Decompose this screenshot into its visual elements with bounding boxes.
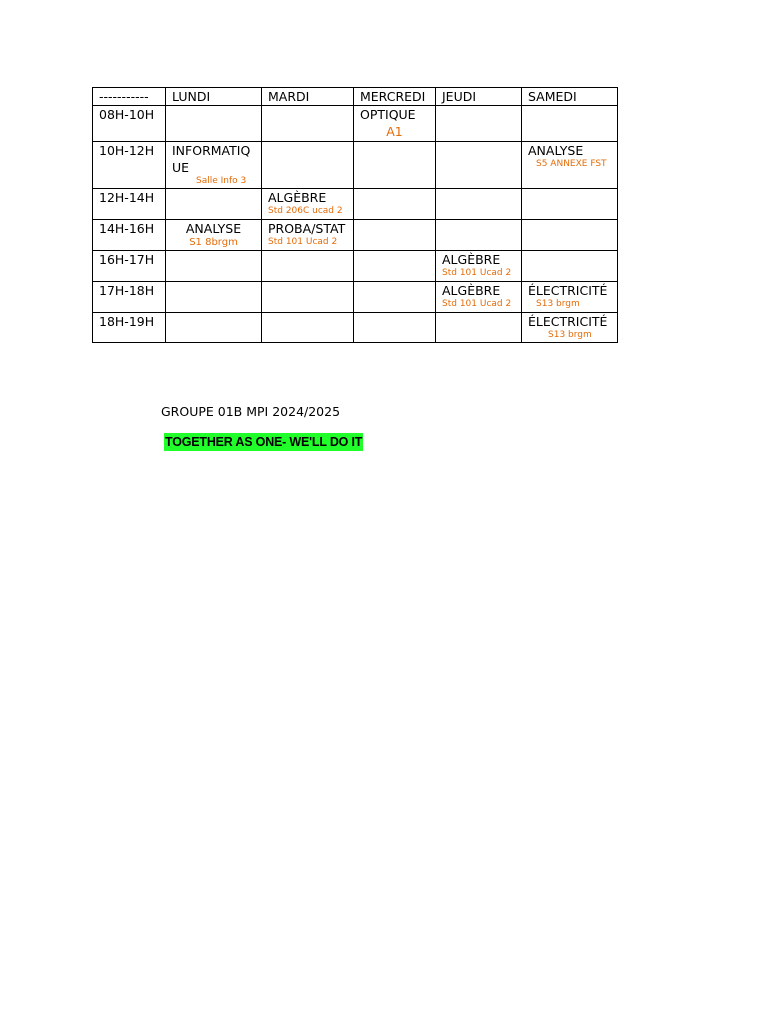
motto-highlight: TOGETHER AS ONE- WE'LL DO IT xyxy=(165,435,363,449)
cell-samedi xyxy=(522,189,618,220)
cell-jeudi xyxy=(436,313,522,343)
course-name: PROBA/STAT xyxy=(268,221,346,236)
cell-lundi xyxy=(166,313,262,343)
cell-mercredi xyxy=(354,313,436,343)
room-name: S13 brgm xyxy=(536,299,580,309)
cell-lundi xyxy=(166,106,262,142)
room-name: A1 xyxy=(386,124,403,139)
cell-mercredi xyxy=(354,251,436,282)
cell-mardi xyxy=(262,220,354,251)
cell-mardi xyxy=(262,313,354,343)
room-name: S1 8brgm xyxy=(189,237,238,248)
time-slot: 17H-18H xyxy=(93,282,166,313)
time-slot: 14H-16H xyxy=(93,220,166,251)
cell-mercredi xyxy=(354,282,436,313)
cell-jeudi xyxy=(436,282,522,313)
cell-lundi xyxy=(166,220,262,251)
course-name: INFORMATIQUE xyxy=(172,143,251,175)
cell-lundi xyxy=(166,142,262,189)
cell-samedi xyxy=(522,251,618,282)
course-name: ALGÈBRE xyxy=(442,283,501,298)
table-row xyxy=(93,189,618,220)
time-slot: 16H-17H xyxy=(93,251,166,282)
cell-mardi xyxy=(262,189,354,220)
room-name: Std 206C ucad 2 xyxy=(268,206,343,216)
time-slot: 12H-14H xyxy=(93,189,166,220)
cell-samedi xyxy=(522,142,618,189)
header-corner: ----------- xyxy=(93,88,166,106)
cell-mardi xyxy=(262,282,354,313)
header-lundi: LUNDI xyxy=(166,88,262,106)
cell-mercredi xyxy=(354,142,436,189)
cell-samedi xyxy=(522,313,618,343)
room-name: Std 101 Ucad 2 xyxy=(268,237,338,247)
cell-samedi xyxy=(522,106,618,142)
room-name: S5 ANNEXE FST xyxy=(536,159,607,169)
cell-mardi xyxy=(262,106,354,142)
cell-jeudi xyxy=(436,106,522,142)
course-name: OPTIQUE xyxy=(360,107,416,122)
cell-mardi xyxy=(262,251,354,282)
time-slot: 08H-10H xyxy=(93,106,166,142)
table-row xyxy=(93,106,618,142)
room-name: Std 101 Ucad 2 xyxy=(442,268,512,278)
time-slot: 18H-19H xyxy=(93,313,166,343)
course-name: ALGÈBRE xyxy=(268,190,327,205)
cell-jeudi xyxy=(436,142,522,189)
table-row xyxy=(93,282,618,313)
course-name: ANALYSE xyxy=(185,221,242,236)
course-name: ÉLECTRICITÉ xyxy=(528,314,608,329)
cell-mardi xyxy=(262,142,354,189)
room-name: Std 101 Ucad 2 xyxy=(442,299,512,309)
cell-jeudi xyxy=(436,251,522,282)
time-slot: 10H-12H xyxy=(93,142,166,189)
cell-mercredi xyxy=(354,189,436,220)
cell-mercredi xyxy=(354,220,436,251)
room-name: Salle Info 3 xyxy=(196,176,247,186)
header-jeudi: JEUDI xyxy=(436,88,522,106)
table-row xyxy=(93,313,618,343)
course-name: ANALYSE xyxy=(528,143,584,158)
group-title: GROUPE 01B MPI 2024/2025 xyxy=(161,404,341,419)
table-row xyxy=(93,142,618,189)
table-row xyxy=(93,220,618,251)
course-name: ALGÈBRE xyxy=(442,252,501,267)
cell-samedi xyxy=(522,282,618,313)
cell-jeudi xyxy=(436,220,522,251)
room-name: S13 brgm xyxy=(548,330,592,340)
timetable xyxy=(92,87,618,343)
header-row xyxy=(93,88,618,106)
header-mardi: MARDI xyxy=(262,88,354,106)
cell-mercredi xyxy=(354,106,436,142)
table-row xyxy=(93,251,618,282)
cell-jeudi xyxy=(436,189,522,220)
header-mercredi: MERCREDI xyxy=(354,88,436,106)
cell-lundi xyxy=(166,251,262,282)
course-name: ÉLECTRICITÉ xyxy=(528,283,608,298)
cell-lundi xyxy=(166,282,262,313)
cell-samedi xyxy=(522,220,618,251)
cell-lundi xyxy=(166,189,262,220)
header-samedi: SAMEDI xyxy=(522,88,618,106)
